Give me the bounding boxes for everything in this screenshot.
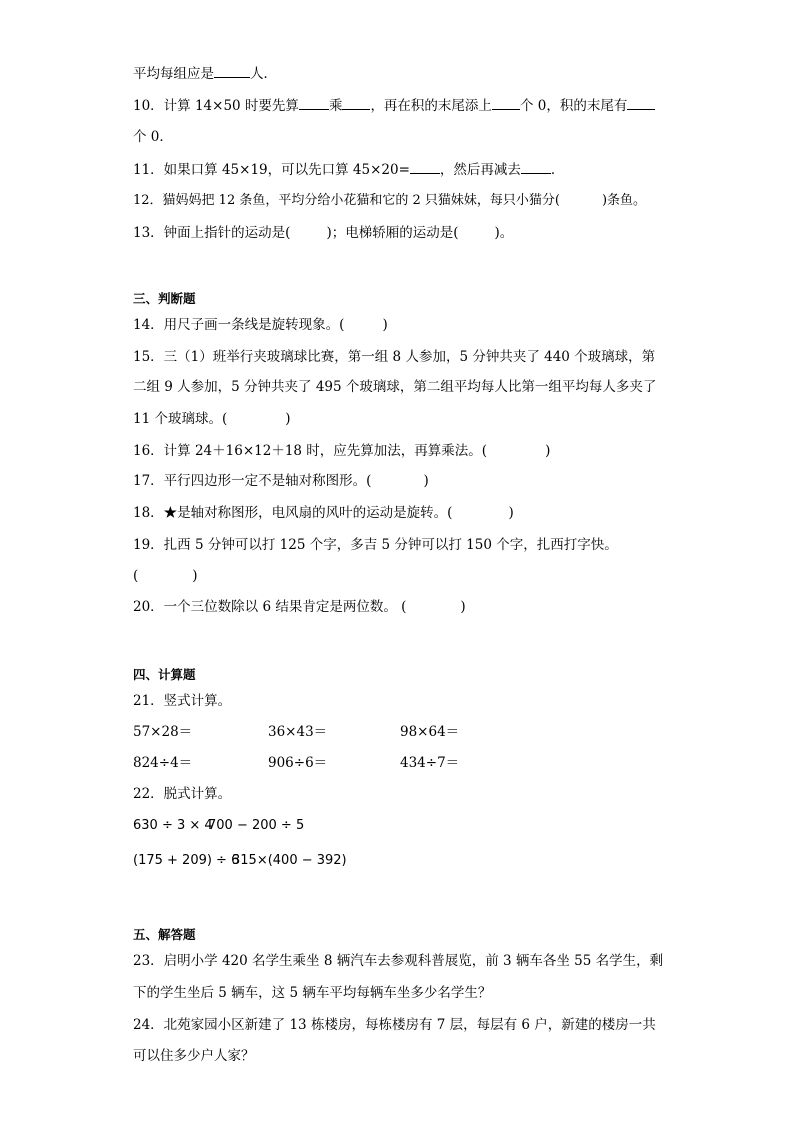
text: 11．如果口算 45×19，可以先口算 45×20=: [133, 162, 410, 178]
answer-blank[interactable]: [214, 64, 250, 78]
text: 二组 9 人参加，5 分钟共夹了 495 个玻璃球，第二组平均每人比第一组平均每人多夹了: [133, 379, 657, 395]
question-15-cont2: [133, 410, 291, 428]
text: 14．用尺子画一条线是旋转现象。(: [133, 317, 345, 333]
text: 18．★是轴对称图形，电风扇的风叶的运动是旋转。(: [133, 505, 453, 521]
question-12: [133, 192, 646, 210]
text: ．: [550, 162, 565, 178]
calc-item: 57×28＝: [133, 724, 193, 740]
text: 20．一个三位数除以 6 结果肯定是两位数。 (: [133, 599, 407, 615]
question-18: [133, 504, 514, 522]
text: 平均每组应是: [133, 66, 214, 82]
text: 12．猫妈妈把 12 条鱼，平均分给小花猫和它的 2 只猫妹妹，每只小猫分(: [133, 193, 560, 208]
text: )；电梯轿厢的运动是(: [326, 225, 459, 241]
text: ): [508, 505, 514, 521]
text: 个 0，积的末尾有: [519, 98, 628, 114]
text: )条鱼。: [601, 193, 647, 208]
question-19-cont: [133, 567, 198, 585]
answer-blank[interactable]: [342, 96, 370, 110]
question-13: [133, 224, 513, 242]
text: 10．计算 14×50 时要先算: [133, 98, 299, 114]
question-19: [133, 536, 618, 554]
question-11: [133, 160, 564, 179]
text: 人．: [250, 66, 277, 82]
text: (: [133, 568, 139, 584]
question-15-cont: [133, 378, 656, 396]
text: 13．钟面上指针的运动是(: [133, 225, 291, 241]
expression: 630 ÷ 3 × 4: [133, 818, 213, 833]
text: 个 0．: [133, 129, 173, 145]
calc-item: 906÷6＝: [268, 755, 328, 771]
answer-blank[interactable]: [521, 160, 551, 174]
question-15: [133, 348, 655, 366]
q9-continuation: [133, 64, 277, 83]
question-10-cont: [133, 128, 173, 146]
text: ): [545, 443, 551, 459]
text: ): [285, 411, 291, 427]
question-14: [133, 316, 388, 334]
text: ): [423, 473, 429, 489]
question-21: 21．竖式计算。: [133, 693, 232, 709]
expression: 700 − 200 ÷ 5: [208, 818, 305, 833]
question-23-cont: 下的学生坐后 5 辆车，这 5 辆车平均每辆车坐多少名学生？: [133, 985, 492, 1001]
answer-blank[interactable]: [410, 160, 440, 174]
answer-blank[interactable]: [299, 96, 329, 110]
text: ，然后再减去: [439, 162, 521, 178]
text: 乘: [328, 98, 343, 114]
section-heading-word-problems: 五、解答题: [133, 927, 196, 942]
section-heading-judgement: 三、判断题: [133, 291, 196, 306]
text: ): [192, 568, 198, 584]
section-heading-calculation: 四、计算题: [133, 667, 196, 682]
question-22: 22．脱式计算。: [133, 786, 232, 802]
calc-item: 36×43＝: [268, 724, 328, 740]
text: 19．扎西 5 分钟可以打 125 个字，多吉 5 分钟可以打 150 个字，扎西打字快。: [133, 537, 618, 553]
text: ): [382, 317, 388, 333]
text: ): [460, 599, 466, 615]
question-24: 24．北苑家园小区新建了 13 栋楼房，每栋楼房有 7 层，每层有 6 户，新建的楼房一共: [133, 1017, 656, 1033]
question-10: [133, 96, 655, 115]
text: )。: [494, 225, 514, 241]
question-20: [133, 598, 466, 616]
text: 15．三（1）班举行夹玻璃球比赛，第一组 8 人参加，5 分钟共夹了 440 个玻璃球，第: [133, 349, 656, 365]
answer-blank[interactable]: [492, 96, 520, 110]
question-16: [133, 442, 550, 460]
answer-blank[interactable]: [627, 96, 655, 110]
text: 11 个玻璃球。(: [133, 411, 228, 427]
text: ，再在积的末尾添上: [370, 98, 492, 114]
expression: (175 + 209) ÷ 6: [133, 853, 240, 868]
question-24-cont: 可以住多少户人家？: [133, 1048, 255, 1064]
calc-item: 98×64＝: [400, 724, 460, 740]
question-23: 23．启明小学 420 名学生乘坐 8 辆汽车去参观科普展览，前 3 辆车各坐 55 名学生，剩: [133, 953, 664, 969]
question-17: [133, 472, 429, 490]
text: 16．计算 24＋16×12＋18 时，应先算加法，再算乘法。(: [133, 443, 488, 459]
calc-item: 824÷4＝: [133, 755, 193, 771]
expression: 315×(400 − 392): [232, 853, 347, 868]
text: 17．平行四边形一定不是轴对称图形。(: [133, 473, 372, 489]
calc-item: 434÷7＝: [400, 755, 460, 771]
